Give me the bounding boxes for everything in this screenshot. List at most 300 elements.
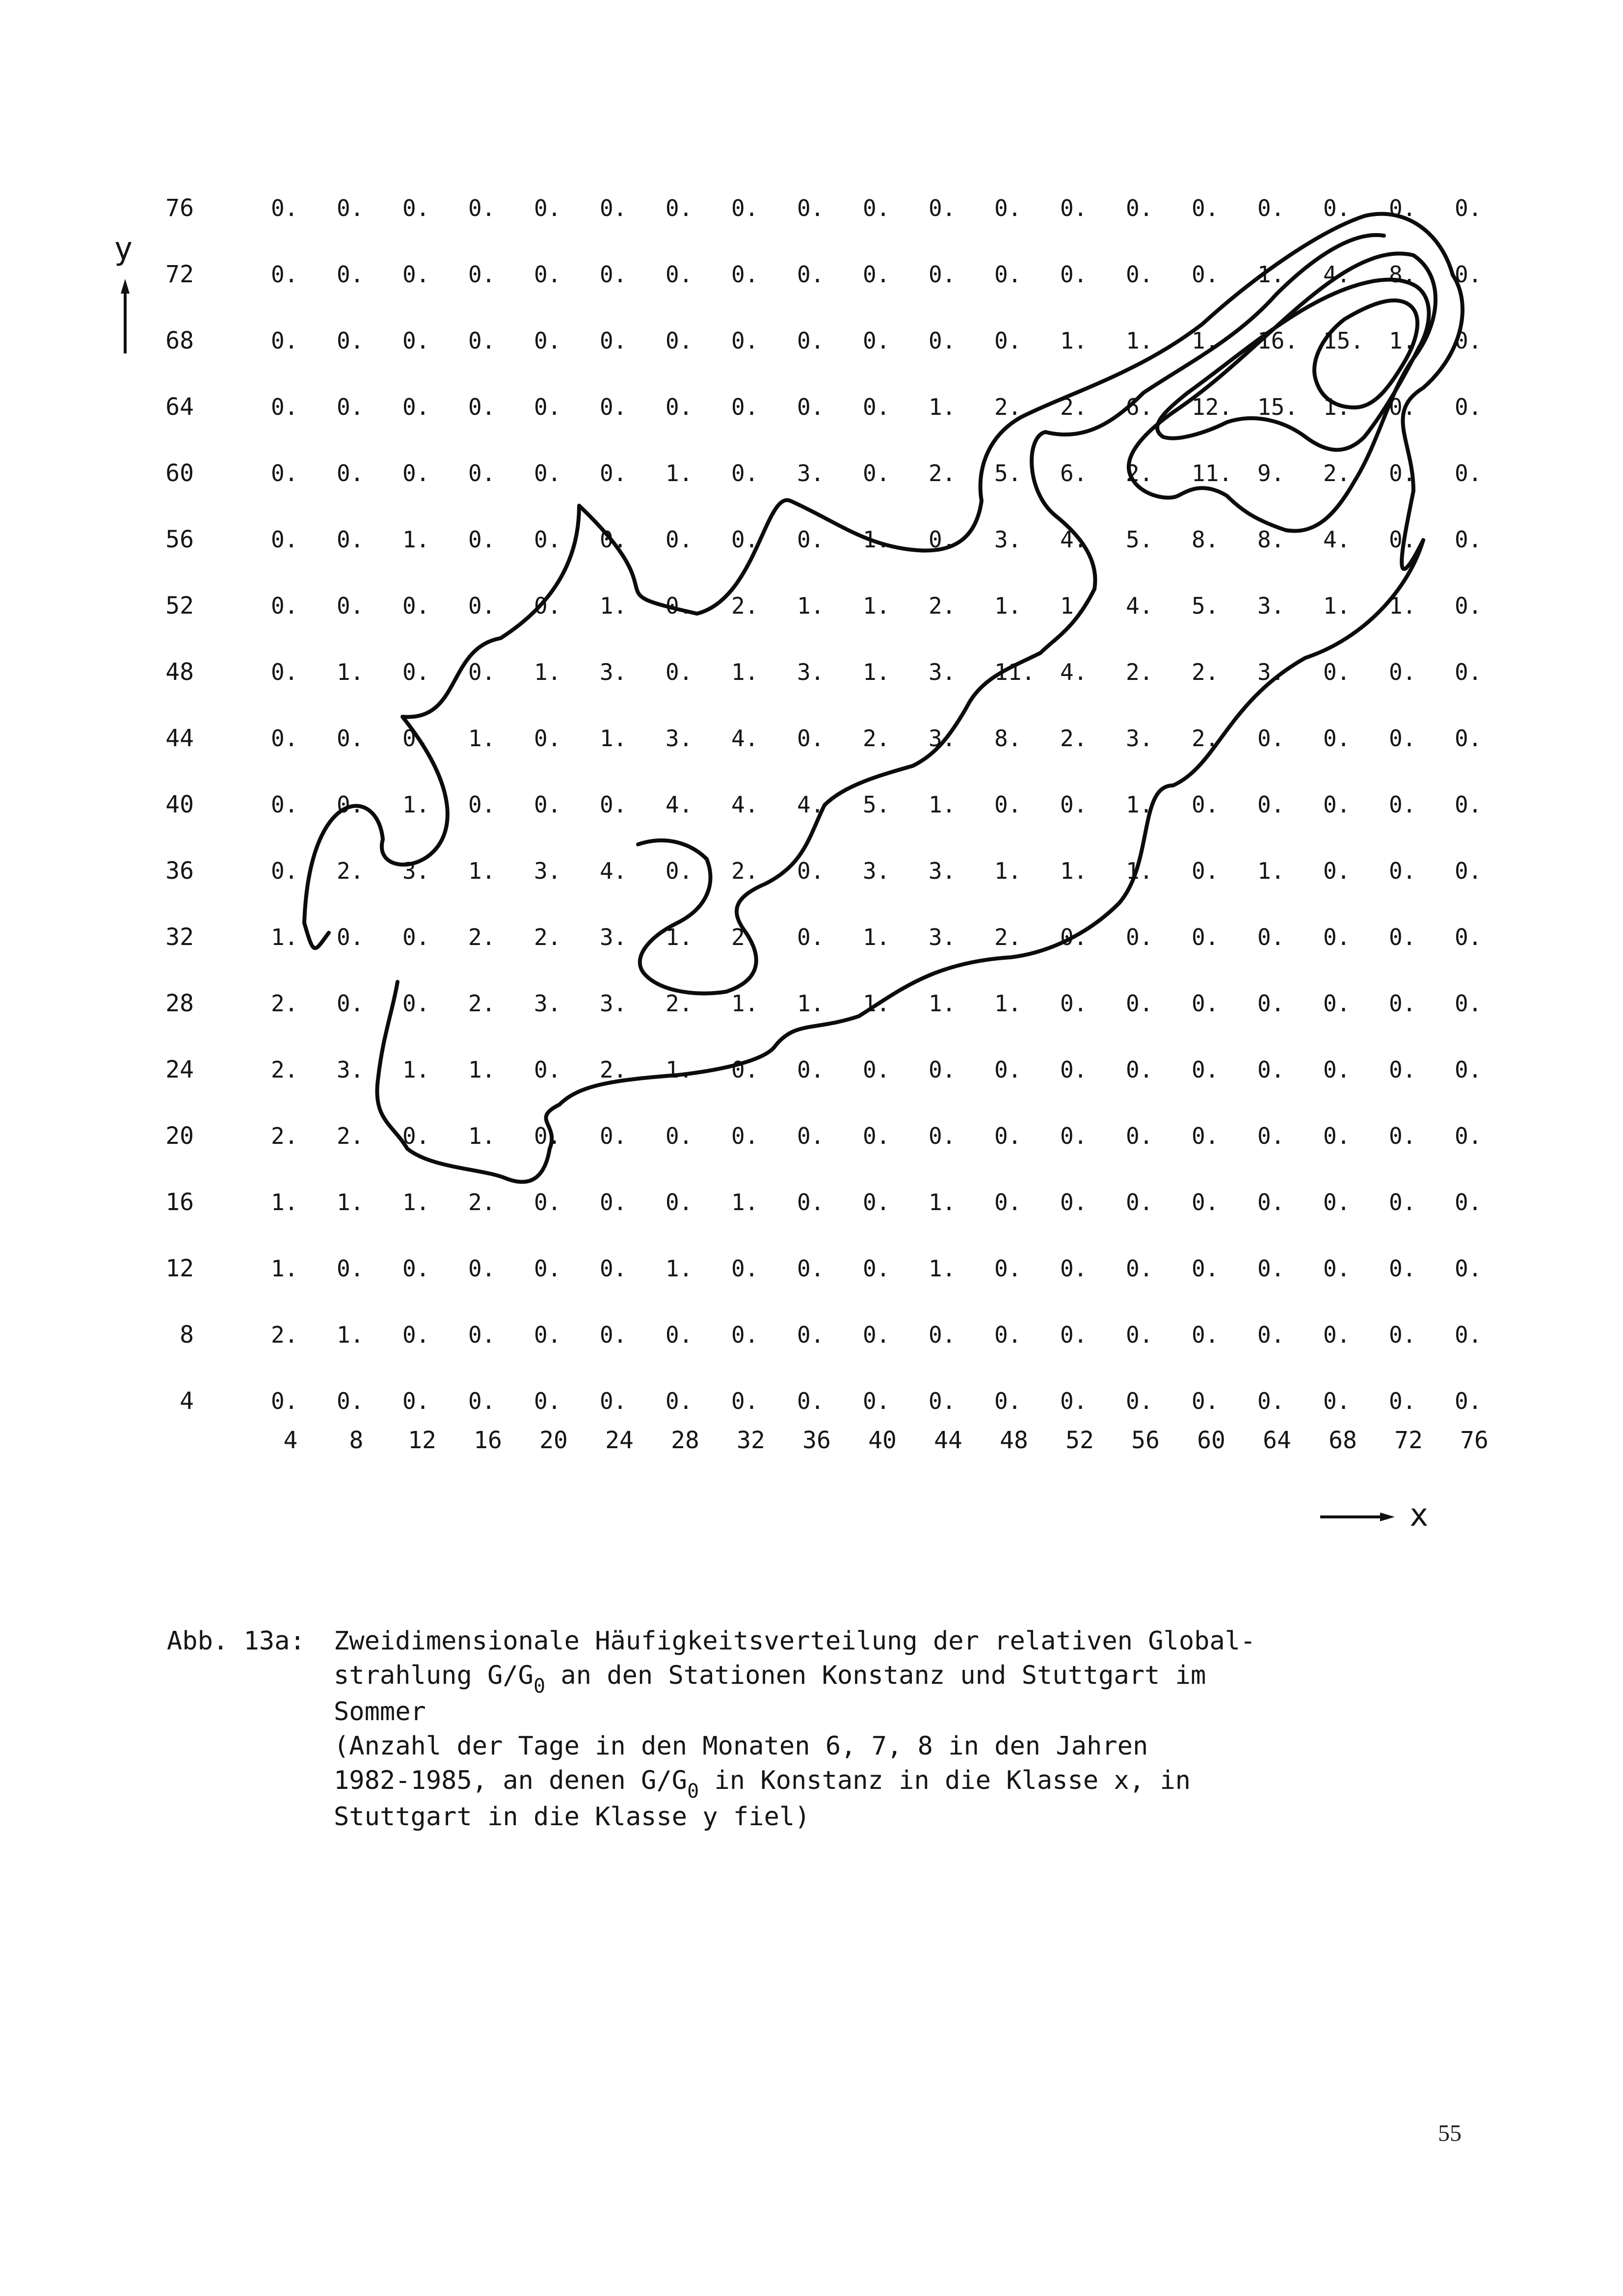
cell-value: 2. (1126, 659, 1153, 685)
cell-value: 4. (731, 791, 759, 818)
cell-value: 0. (863, 1056, 890, 1083)
cell-value: 1. (929, 791, 956, 818)
x-tick-label: 64 (1263, 1427, 1291, 1454)
cell-value: 1. (271, 1189, 298, 1216)
cell-value: 4. (1060, 526, 1088, 553)
cell-value: 2. (1192, 659, 1219, 685)
cell-value: 2. (271, 1056, 298, 1083)
cell-value: 0. (402, 460, 430, 486)
cell-value: 0. (731, 1388, 759, 1414)
cell-value: 0. (1455, 1123, 1482, 1149)
cell-value: 0. (468, 261, 496, 288)
cell-value: 0. (1323, 1388, 1351, 1414)
cell-value: 0. (1257, 1322, 1285, 1348)
cell-value: 0. (1455, 990, 1482, 1017)
contour-inner-1 (1129, 254, 1436, 531)
cell-value: 0. (337, 725, 364, 752)
cell-value: 0. (665, 593, 693, 619)
cell-value: 0. (1060, 1255, 1088, 1282)
cell-value: 0. (402, 1255, 430, 1282)
cell-value: 0. (534, 261, 561, 288)
cell-value: 0. (1455, 327, 1482, 354)
cell-value: 1. (929, 990, 956, 1017)
cell-value: 1. (1257, 261, 1285, 288)
cell-value: 0. (929, 327, 956, 354)
cell-value: 2. (731, 593, 759, 619)
cell-value: 0. (797, 1056, 825, 1083)
cell-value: 0. (337, 1255, 364, 1282)
cell-value: 0. (1126, 990, 1153, 1017)
y-axis-arrow (121, 279, 130, 353)
cell-value: 0. (994, 1322, 1022, 1348)
cell-value: 2. (271, 1322, 298, 1348)
caption-row-3 (167, 1695, 1423, 1729)
x-tick-labels (284, 1427, 1489, 1454)
cell-value: 0. (731, 1123, 759, 1149)
cell-value: 0. (1060, 1056, 1088, 1083)
caption-line-4: (Anzahl der Tage in den Monaten 6, 7, 8 in den Jahren (334, 1731, 1148, 1761)
cell-value: 0. (863, 1322, 890, 1348)
cell-value: 1. (1257, 858, 1285, 884)
cell-value: 0. (797, 394, 825, 420)
cell-value: 1. (1323, 394, 1351, 420)
cell-value: 0. (271, 526, 298, 553)
cell-value: 0. (665, 858, 693, 884)
cell-value: 0. (600, 261, 627, 288)
cell-value: 0. (1323, 725, 1351, 752)
cell-value: 0. (468, 1322, 496, 1348)
cell-value: 0. (1192, 1255, 1219, 1282)
cell-value: 0. (863, 460, 890, 486)
x-tick-label: 8 (349, 1427, 364, 1454)
cell-value: 0. (600, 1189, 627, 1216)
cell-value: 0. (468, 460, 496, 486)
cell-value: 0. (797, 327, 825, 354)
cell-value: 3. (600, 924, 627, 950)
cell-value: 0. (1257, 195, 1285, 221)
cell-value: 0. (402, 1123, 430, 1149)
caption-row-5 (167, 1763, 1423, 1803)
cell-value: 0. (337, 1388, 364, 1414)
cell-value: 1. (1126, 858, 1153, 884)
cell-value: 0. (1455, 791, 1482, 818)
cell-value: 1. (994, 990, 1022, 1017)
y-tick-label: 4 (180, 1387, 194, 1415)
cell-value: 0. (468, 1255, 496, 1282)
cell-value: 0. (600, 327, 627, 354)
cell-value: 11. (994, 659, 1036, 685)
cell-value: 3. (797, 659, 825, 685)
x-tick-label: 32 (737, 1427, 765, 1454)
cell-value: 0. (1126, 195, 1153, 221)
cell-value: 1. (468, 1123, 496, 1149)
cell-value: 3. (402, 858, 430, 884)
cell-value: 2. (271, 990, 298, 1017)
cell-value: 0. (1455, 659, 1482, 685)
cell-value: 0. (1389, 659, 1416, 685)
cell-value: 1. (271, 1255, 298, 1282)
cell-value: 1. (929, 394, 956, 420)
x-tick-label: 28 (671, 1427, 699, 1454)
cell-value: 0. (337, 791, 364, 818)
cell-value: 2. (271, 1123, 298, 1149)
cell-value: 0. (1126, 1056, 1153, 1083)
cell-value: 0. (1455, 460, 1482, 486)
cell-value: 0. (1323, 1322, 1351, 1348)
cell-value: 0. (1060, 791, 1088, 818)
cell-value: 3. (929, 858, 956, 884)
cell-value: 1. (468, 1056, 496, 1083)
cell-value: 0. (337, 261, 364, 288)
cell-value: 0. (468, 327, 496, 354)
cell-value: 0. (1192, 1322, 1219, 1348)
cell-value: 0. (1389, 725, 1416, 752)
x-tick-label: 60 (1197, 1427, 1225, 1454)
cell-value: 3. (863, 858, 890, 884)
cell-value: 1. (731, 1189, 759, 1216)
cell-value: 0. (665, 1388, 693, 1414)
cell-value: 1. (665, 1255, 693, 1282)
cell-value: 1. (402, 1056, 430, 1083)
cell-value: 0. (1060, 195, 1088, 221)
y-tick-labels (165, 194, 194, 1415)
x-tick-label: 40 (868, 1427, 897, 1454)
cell-value: 0. (402, 593, 430, 619)
cell-value: 9. (1257, 460, 1285, 486)
cell-value: 1. (402, 526, 430, 553)
cell-value: 0. (797, 725, 825, 752)
cell-value: 0. (534, 394, 561, 420)
cell-value: 1. (534, 659, 561, 685)
y-tick-label: 20 (165, 1122, 194, 1150)
cell-value: 0. (402, 1388, 430, 1414)
cell-value: 0. (271, 659, 298, 685)
y-tick-label: 60 (165, 459, 194, 487)
cell-value: 0. (1192, 1189, 1219, 1216)
cell-value: 0. (1126, 1189, 1153, 1216)
cell-value: 0. (665, 1322, 693, 1348)
cell-value: 0. (797, 858, 825, 884)
cell-value: 4. (1126, 593, 1153, 619)
cell-value: 0. (1455, 1255, 1482, 1282)
cell-value: 0. (337, 195, 364, 221)
cell-value: 2. (1060, 725, 1088, 752)
cell-value: 0. (600, 394, 627, 420)
cell-value: 0. (1192, 261, 1219, 288)
cell-value: 0. (534, 791, 561, 818)
cell-value: 0. (1389, 1056, 1416, 1083)
cell-value: 0. (271, 725, 298, 752)
cell-value: 1. (863, 924, 890, 950)
cell-value: 0. (1192, 1123, 1219, 1149)
cell-value: 4. (1060, 659, 1088, 685)
cell-value: 0. (994, 1123, 1022, 1149)
cell-value: 0. (1323, 1056, 1351, 1083)
cell-value: 0. (1389, 460, 1416, 486)
y-tick-label: 36 (165, 857, 194, 885)
cell-value: 0. (337, 394, 364, 420)
y-tick-label: 76 (165, 194, 194, 222)
y-tick-label: 68 (165, 327, 194, 354)
cell-value: 0. (1192, 924, 1219, 950)
cell-value: 0. (468, 1388, 496, 1414)
cell-value: 0. (1323, 990, 1351, 1017)
cell-value: 0. (534, 1056, 561, 1083)
cell-value: 0. (929, 526, 956, 553)
cell-value: 0. (1060, 1123, 1088, 1149)
cell-value: 0. (1126, 1123, 1153, 1149)
cell-value: 0. (600, 526, 627, 553)
x-tick-label: 44 (934, 1427, 962, 1454)
cell-value: 5. (863, 791, 890, 818)
caption-line-5a: 1982-1985, an denen G/G (334, 1766, 688, 1795)
cell-value: 5. (1192, 593, 1219, 619)
cell-value: 3. (797, 460, 825, 486)
cell-value: 0. (1455, 1322, 1482, 1348)
cell-value: 0. (600, 1255, 627, 1282)
x-axis-label: x (1410, 1497, 1429, 1534)
cell-value: 1. (1389, 327, 1416, 354)
cell-value: 0. (731, 327, 759, 354)
cell-value: 4. (600, 858, 627, 884)
cell-value: 0. (1257, 791, 1285, 818)
cell-value: 0. (665, 327, 693, 354)
cell-value: 8. (1192, 526, 1219, 553)
cell-value: 0. (1455, 725, 1482, 752)
cell-value: 1. (665, 924, 693, 950)
cell-value: 1. (929, 1189, 956, 1216)
cell-value: 2. (994, 394, 1022, 420)
cell-value: 0. (534, 593, 561, 619)
cell-value: 8. (1389, 261, 1416, 288)
cell-value: 6. (1060, 460, 1088, 486)
cell-value: 0. (600, 1123, 627, 1149)
cell-value: 0. (1257, 1123, 1285, 1149)
cell-value: 2. (1060, 394, 1088, 420)
cell-value: 0. (797, 526, 825, 553)
cell-value: 0. (271, 394, 298, 420)
cell-value: 0. (994, 1189, 1022, 1216)
cell-value: 0. (1192, 195, 1219, 221)
cell-value: 4. (1323, 261, 1351, 288)
caption-line-5 (334, 1763, 1423, 1803)
caption-subscript-1: 0 (533, 1675, 546, 1698)
cell-value: 0. (1455, 858, 1482, 884)
x-tick-label: 16 (474, 1427, 502, 1454)
cell-value: 0. (337, 924, 364, 950)
cell-value: 1. (797, 593, 825, 619)
cell-value: 3. (929, 659, 956, 685)
cell-value: 2. (929, 460, 956, 486)
y-tick-label: 40 (165, 791, 194, 818)
contour-lines (304, 214, 1463, 1182)
y-tick-label: 48 (165, 658, 194, 686)
cell-value: 0. (1323, 791, 1351, 818)
cell-value: 0. (600, 1322, 627, 1348)
cell-value: 0. (402, 261, 430, 288)
cell-value: 16. (1257, 327, 1299, 354)
caption-line-5b: in Konstanz in die Klasse x, in (699, 1766, 1191, 1795)
cell-value: 0. (402, 195, 430, 221)
cell-value: 0. (929, 261, 956, 288)
cell-value: 0. (1455, 924, 1482, 950)
cell-value: 0. (731, 1056, 759, 1083)
cell-value: 0. (863, 394, 890, 420)
cell-value: 0. (994, 1056, 1022, 1083)
cell-value: 0. (1192, 858, 1219, 884)
cell-value: 0. (1060, 261, 1088, 288)
cell-value: 0. (1389, 1388, 1416, 1414)
cell-value: 0. (994, 1255, 1022, 1282)
cell-value: 0. (402, 725, 430, 752)
cell-value: 1. (1389, 593, 1416, 619)
cell-value: 0. (534, 1322, 561, 1348)
cell-value: 0. (402, 659, 430, 685)
cell-value: 0. (665, 526, 693, 553)
y-tick-label: 16 (165, 1189, 194, 1216)
cell-value: 0. (271, 1388, 298, 1414)
cell-value: 1. (337, 659, 364, 685)
cell-value: 1. (731, 990, 759, 1017)
cell-value: 2. (468, 924, 496, 950)
cell-value: 0. (994, 791, 1022, 818)
cell-value: 0. (337, 593, 364, 619)
cell-value: 0. (1060, 924, 1088, 950)
cell-value: 2. (337, 858, 364, 884)
cell-value: 0. (600, 460, 627, 486)
cell-value: 0. (600, 791, 627, 818)
cell-value: 0. (665, 261, 693, 288)
cell-value: 3. (665, 725, 693, 752)
cell-value: 0. (994, 1388, 1022, 1414)
cell-value: 0. (929, 1322, 956, 1348)
cell-value: 0. (863, 1388, 890, 1414)
x-tick-label: 76 (1460, 1427, 1489, 1454)
cell-value: 0. (1060, 1388, 1088, 1414)
cell-value: 1. (1126, 327, 1153, 354)
cell-value: 0. (1389, 1189, 1416, 1216)
y-tick-label: 32 (165, 923, 194, 951)
x-tick-label: 52 (1065, 1427, 1094, 1454)
figure-caption (167, 1624, 1423, 1834)
cell-value: 0. (1455, 195, 1482, 221)
cell-value: 2. (600, 1056, 627, 1083)
cell-value: 0. (271, 858, 298, 884)
x-tick-label: 48 (1000, 1427, 1028, 1454)
y-axis-label: y (114, 231, 133, 267)
cell-value: 0. (1257, 924, 1285, 950)
cell-value: 0. (1455, 394, 1482, 420)
caption-line-3: Sommer (334, 1697, 426, 1727)
cell-value: 0. (468, 195, 496, 221)
cell-value: 0. (1192, 1056, 1219, 1083)
cell-value: 0. (929, 1123, 956, 1149)
cell-value: 0. (1192, 791, 1219, 818)
cell-value: 0. (1323, 924, 1351, 950)
cell-value: 0. (402, 990, 430, 1017)
cell-value: 1. (1060, 593, 1088, 619)
cell-value: 0. (994, 195, 1022, 221)
cell-value: 2. (1323, 460, 1351, 486)
cell-value: 0. (534, 725, 561, 752)
cell-value: 0. (863, 195, 890, 221)
cell-value: 3. (929, 725, 956, 752)
cell-value: 1. (929, 1255, 956, 1282)
y-tick-label: 64 (165, 393, 194, 421)
cell-value: 3. (1257, 593, 1285, 619)
cell-value: 3. (1257, 659, 1285, 685)
cell-value: 0. (797, 1255, 825, 1282)
y-tick-label: 52 (165, 592, 194, 620)
cell-value: 0. (1257, 1056, 1285, 1083)
y-tick-label: 12 (165, 1255, 194, 1282)
cell-value: 4. (1323, 526, 1351, 553)
caption-row-2 (167, 1658, 1423, 1698)
cell-value: 0. (863, 261, 890, 288)
cell-value: 0. (1126, 1255, 1153, 1282)
cell-value: 2. (731, 858, 759, 884)
cell-value: 1. (468, 725, 496, 752)
cell-value: 1. (863, 526, 890, 553)
cell-value: 0. (797, 195, 825, 221)
cell-value: 0. (402, 394, 430, 420)
cell-value: 0. (1126, 1388, 1153, 1414)
cell-value: 4. (665, 791, 693, 818)
cell-value: 3. (534, 858, 561, 884)
cell-value: 0. (1257, 990, 1285, 1017)
cell-value: 1. (665, 1056, 693, 1083)
cell-value: 0. (600, 195, 627, 221)
cell-value: 2. (1192, 725, 1219, 752)
cell-value: 0. (1323, 1123, 1351, 1149)
cell-value: 0. (1389, 791, 1416, 818)
cell-value: 0. (402, 924, 430, 950)
cell-value: 0. (600, 1388, 627, 1414)
cell-value: 0. (402, 1322, 430, 1348)
y-tick-label: 72 (165, 261, 194, 288)
cell-value: 0. (1389, 1322, 1416, 1348)
cell-value: 0. (534, 1123, 561, 1149)
cell-value: 0. (665, 394, 693, 420)
cell-value: 1. (337, 1322, 364, 1348)
cell-value: 1. (665, 460, 693, 486)
cell-value: 0. (1323, 195, 1351, 221)
cell-value: 3. (337, 1056, 364, 1083)
cell-value: 0. (994, 261, 1022, 288)
cell-value: 1. (1060, 327, 1088, 354)
cell-value: 0. (1323, 1189, 1351, 1216)
cell-value: 0. (797, 261, 825, 288)
cell-value: 0. (534, 526, 561, 553)
cell-value: 0. (929, 1388, 956, 1414)
cell-value: 0. (863, 1123, 890, 1149)
x-tick-label: 36 (802, 1427, 831, 1454)
cell-value: 2. (731, 924, 759, 950)
x-tick-label: 68 (1329, 1427, 1357, 1454)
cell-value: 4. (797, 791, 825, 818)
cell-value: 0. (1389, 1255, 1416, 1282)
cell-value: 1. (1192, 327, 1219, 354)
cell-value: 0. (731, 526, 759, 553)
cell-value: 0. (929, 1056, 956, 1083)
y-tick-label: 56 (165, 526, 194, 553)
y-tick-label: 28 (165, 990, 194, 1017)
caption-line-2 (334, 1658, 1423, 1698)
cell-value: 0. (1455, 261, 1482, 288)
cell-value: 1. (600, 725, 627, 752)
cell-value: 0. (1257, 725, 1285, 752)
cell-value: 0. (271, 791, 298, 818)
